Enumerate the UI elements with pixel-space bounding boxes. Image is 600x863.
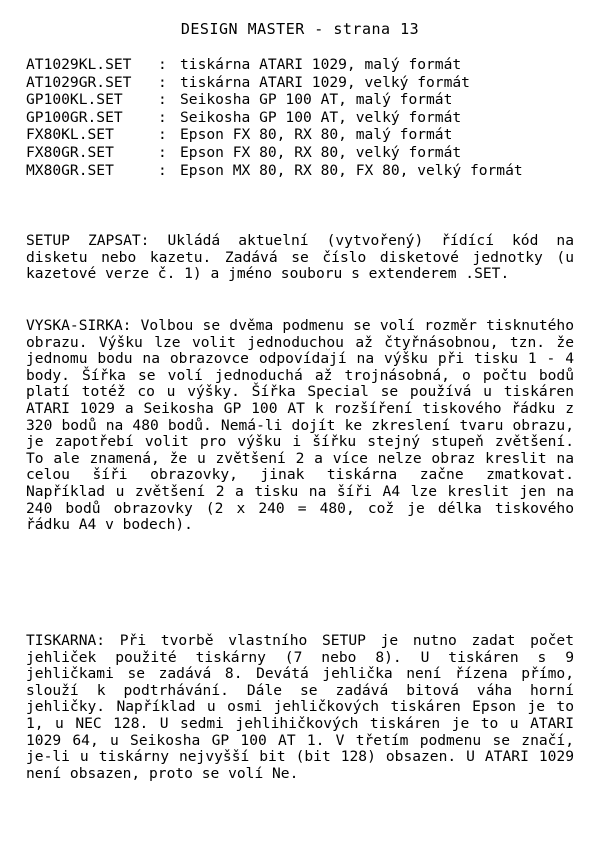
set-file-description: Epson FX 80, RX 80, malý formát (180, 126, 453, 144)
set-file-row (26, 144, 574, 162)
set-file-name: GP100GR.SET (26, 108, 123, 126)
page-header: DESIGN MASTER - strana 13 (180, 20, 420, 38)
set-file-row (26, 56, 574, 74)
set-file-description: tiskárna ATARI 1029, velký formát (180, 73, 470, 91)
paragraph-tiskarna: TISKARNA: Při tvorbě vlastního SETUP je nutno zadat počet jehliček použité tiskárny (7 nebo 8). U tiskáren s 9 jehličkami se zadává 8. Devátá jehlička není řízena přímo, slouží k podtrhávání. Dále se zadává bitová váha horní jehličky. Například u osmi jehličkových tiskáren Epson je to 1, u NEC 128. U sedmi jehlihičkových tiskáren je to u ATARI 1029 64, u Seikosha GP 100 AT 1. V třetím podmenu se značí, je-li u tiskárny nejvyšší bit (bit 128) obsazen. U ATARI 1029 není obsazen, proto se volí Ne. (26, 632, 574, 782)
set-file-list (26, 56, 574, 179)
set-file-row (26, 109, 574, 127)
set-file-separator: : (158, 108, 167, 126)
set-file-description: tiskárna ATARI 1029, malý formát (180, 56, 462, 73)
set-file-description: Epson FX 80, RX 80, velký formát (180, 143, 462, 161)
set-file-separator: : (158, 56, 167, 73)
set-file-description: Seikosha GP 100 AT, velký formát (180, 108, 462, 126)
set-file-row (26, 162, 574, 180)
set-file-row (26, 91, 574, 109)
paragraph-vyska-sirka: VYSKA-SIRKA: Volbou se dvěma podmenu se volí rozměr tisknutého obrazu. Výšku lze volit jednoduchou až čtyřnásobnou, tzn. že jednomu bodu na obrazovce odpovídají na výšku při tisku 1 - 4 body. Šířka se volí jednoduchá až trojnásobná, o počtu bodů platí totéž co u výšky. Šířka Special se používá u tiskáren ATARI 1029 a Seikosha GP 100 AT k rozšíření tiskového řádku z 320 bodů na 480 bodů. Nemá-li dojít ke zkreslení tvaru obrazu, je zapotřebí volit pro výšku i šířku stejný stupeň zvětšení. To ale znamená, že u zvětšení 2 a více nelze obraz kreslit na celou šíři obrazovky, jinak tiskárna začne zmatkovat. Například u zvětšení 2 a tisku na šíři A4 lze kreslit jen na 240 bodů obrazovky (2 x 240 = 480, což je délka tiskového řádku A4 v bodech). (26, 317, 574, 534)
set-file-separator: : (158, 161, 167, 179)
set-file-separator: : (158, 91, 167, 109)
paragraph-setup-zapsat: SETUP ZAPSAT: Ukládá aktuelní (vytvořený) řídící kód na disketu nebo kazetu. Zadává se číslo disketové jednotky (u kazetové verze č. 1) a jméno souboru s extenderem .SET. (26, 232, 574, 283)
set-file-description: Seikosha GP 100 AT, malý formát (180, 91, 453, 109)
set-file-row (26, 74, 574, 92)
set-file-name: AT1029GR.SET (26, 73, 132, 91)
set-file-name: FX80GR.SET (26, 143, 114, 161)
set-file-separator: : (158, 126, 167, 144)
set-file-separator: : (158, 73, 167, 91)
set-file-description: Epson MX 80, RX 80, FX 80, velký formát (180, 161, 523, 179)
set-file-name: GP100KL.SET (26, 91, 123, 109)
set-file-row (26, 126, 574, 144)
set-file-name: AT1029KL.SET (26, 56, 132, 73)
set-file-separator: : (158, 143, 167, 161)
set-file-name: MX80GR.SET (26, 161, 114, 179)
set-file-name: FX80KL.SET (26, 126, 114, 144)
